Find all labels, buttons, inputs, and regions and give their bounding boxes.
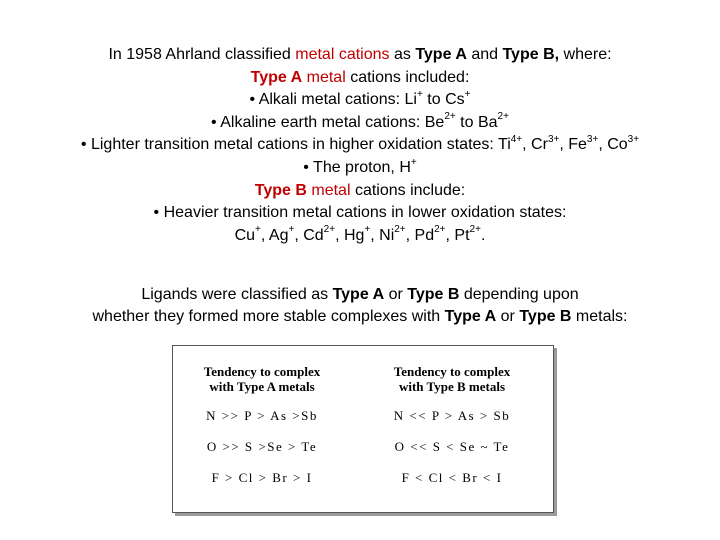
red-type-b-heading: Type B — [254, 181, 307, 199]
superscript: + — [255, 224, 261, 236]
superscript: 3+ — [547, 134, 560, 146]
text: • Alkali metal cations: Li — [249, 91, 417, 109]
type-b-column — [377, 346, 527, 485]
intro-line-6 — [0, 157, 720, 180]
intro-line-9 — [0, 225, 720, 248]
text: as — [389, 46, 416, 63]
superscript: 2+ — [434, 224, 446, 236]
text: . — [480, 226, 486, 244]
red-metal: metal — [302, 68, 346, 86]
text: , Pd — [405, 226, 435, 244]
text: • The proton, H — [303, 158, 411, 176]
header-line: Tendency to complex — [203, 364, 321, 379]
red-metal: metal — [306, 181, 351, 199]
superscript: 2+ — [469, 224, 481, 236]
type-b-row-halogen-group: F < Cl < Br < I — [401, 470, 503, 485]
text: cations include: — [350, 181, 466, 199]
ligands-line-1 — [0, 284, 720, 306]
superscript: 2+ — [497, 111, 509, 123]
type-b-column-header — [377, 364, 527, 394]
ligands-text-block — [0, 284, 720, 328]
superscript: + — [410, 156, 417, 168]
bold-type-b: Type B — [519, 308, 572, 325]
intro-line-2 — [0, 67, 720, 90]
intro-line-4 — [0, 112, 720, 135]
text: , Fe — [559, 136, 587, 154]
header-line: with Type A metals — [209, 379, 315, 394]
intro-line-5 — [0, 134, 720, 157]
bold-type-a: Type A — [415, 46, 467, 63]
bold-type-a: Type A — [332, 286, 385, 303]
text: metals: — [571, 308, 628, 325]
intro-line-1 — [0, 44, 720, 67]
text: Cu — [234, 226, 256, 244]
text: whether they formed more stable complexes with — [92, 308, 445, 325]
superscript: 2+ — [444, 111, 456, 123]
superscript: 2+ — [323, 224, 336, 236]
text: • Heavier transition metal cations in lower oxidation states: — [153, 204, 567, 222]
text: , Co — [598, 136, 628, 154]
text: or — [496, 308, 520, 325]
text: and — [466, 46, 503, 63]
text: , Ag — [260, 226, 289, 244]
intro-line-7 — [0, 180, 720, 203]
text: • Alkaline earth metal cations: Be — [211, 113, 445, 131]
ligands-line-2 — [0, 306, 720, 328]
bold-type-b: Type B — [407, 286, 460, 303]
ligand-tendency-table — [172, 345, 554, 513]
type-a-row-nitrogen-group: N >> P > As >Sb — [206, 408, 318, 423]
text: , Cd — [294, 226, 324, 244]
text: , Hg — [335, 226, 365, 244]
type-a-row-oxygen-group: O >> S >Se > Te — [206, 439, 318, 454]
text: • Lighter transition metal cations in higher oxidation states: Ti — [80, 136, 511, 154]
intro-line-3 — [0, 89, 720, 112]
superscript: 3+ — [586, 134, 599, 146]
superscript: 3+ — [627, 134, 640, 146]
red-type-a-heading: Type A — [250, 68, 303, 86]
intro-text-block — [0, 44, 720, 247]
intro-line-8 — [0, 202, 720, 225]
type-a-row-halogen-group: F > Cl > Br > I — [211, 470, 313, 485]
bold-type-a: Type A — [444, 308, 497, 325]
header-line: Tendency to complex — [393, 364, 511, 379]
text: , Cr — [522, 136, 548, 154]
superscript: + — [288, 224, 295, 236]
type-b-row-oxygen-group: O << S < Se ~ Te — [394, 439, 510, 454]
text: , Ni — [370, 226, 395, 244]
text: cations included: — [345, 68, 470, 86]
bold-type-b: Type B, — [502, 46, 560, 63]
text: Ligands were classified as — [141, 286, 333, 303]
superscript: + — [416, 88, 423, 100]
text: depending upon — [459, 286, 579, 303]
text: to Cs — [422, 91, 465, 109]
text: where: — [559, 46, 612, 63]
text: In 1958 Ahrland classified — [108, 46, 296, 63]
header-line: with Type B metals — [398, 379, 506, 394]
highlight-metal-cations: metal cations — [295, 46, 390, 63]
superscript: 2+ — [394, 224, 406, 236]
text: to Ba — [455, 113, 498, 131]
type-a-column-header — [187, 364, 337, 394]
text: or — [384, 286, 408, 303]
superscript: + — [364, 224, 371, 236]
type-a-column — [187, 346, 337, 485]
text: , Pt — [445, 226, 470, 244]
type-b-row-nitrogen-group: N << P > As > Sb — [393, 408, 511, 423]
superscript: 4+ — [510, 134, 523, 146]
superscript: + — [464, 88, 471, 100]
